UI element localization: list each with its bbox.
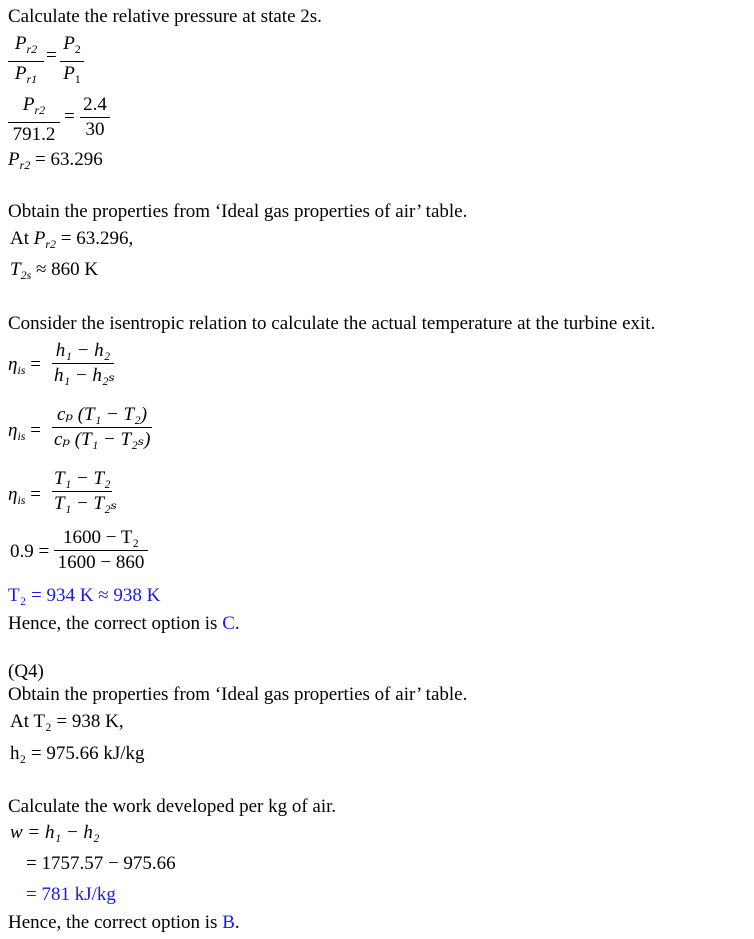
eta-is-lhs: $\eta_{is}$ = — [8, 484, 41, 507]
work-equation: w = h₁ − h₂ — [10, 822, 100, 843]
eta-is-lhs: $\eta_{is}$ = — [8, 420, 41, 443]
eta-is-lhs: $\eta_{is}$ = — [8, 354, 41, 377]
at-pr2-line: At $P_{r2} = 63.296$, — [10, 228, 134, 251]
intro-ideal-gas-table-q4: Obtain the properties from ‘Ideal gas properties of air’ table. — [8, 684, 468, 705]
fraction-pr2-over-pr1: $P_{r2}$ $P_{r1}$ — [8, 33, 44, 90]
fraction-p2-over-p1: $P_2$ $P_1$ — [60, 33, 84, 90]
fraction-temperature-ratio: T₁ − T₂ T₁ − T₂ₛ — [54, 468, 118, 514]
result-t2: T₂ = 934 K ≈ 938 K — [8, 585, 161, 606]
fraction-enthalpy-ratio: h₁ − h₂ h₁ − h₂ₛ — [54, 340, 115, 386]
answer-line-c: Hence, the correct option is C. — [8, 613, 240, 634]
fraction-pr2-over-791: $P_{r2}$ 791.2 — [8, 94, 60, 146]
work-result: = 781 kJ/kg — [26, 884, 116, 905]
equals-sign: = — [46, 45, 57, 66]
work-substitution: = 1757.57 − 975.66 — [26, 853, 176, 874]
result-pr2: $P_{r2} = 63.296$ — [8, 149, 103, 172]
efficiency-value: 0.9 = — [10, 541, 50, 562]
fraction-cp-temperature-ratio: cₚ (T₁ − T₂) cₚ (T₁ − T₂ₛ) — [54, 404, 151, 450]
intro-work-developed: Calculate the work developed per kg of air. — [8, 796, 337, 817]
intro-isentropic-relation: Consider the isentropic relation to calculate the actual temperature at the turbine exit. — [8, 313, 656, 334]
answer-line-b: Hence, the correct option is B. — [8, 912, 240, 933]
h2-line: h₂ = 975.66 kJ/kg — [10, 743, 145, 764]
intro-ideal-gas-table: Obtain the properties from ‘Ideal gas properties of air’ table. — [8, 201, 468, 222]
answer-option-c: C — [222, 613, 235, 634]
fraction-numeric-temperatures: 1600 − T₂ 1600 − 860 — [54, 527, 148, 574]
equals-sign: = — [64, 106, 75, 127]
intro-relative-pressure: Calculate the relative pressure at state 2s. — [8, 6, 322, 27]
at-t2-line: At T₂ = 938 K, — [10, 711, 124, 732]
answer-option-b: B — [222, 912, 235, 933]
fraction-2-4-over-30: 2.4 30 — [80, 94, 110, 141]
question-label-q4: (Q4) — [8, 661, 44, 682]
t2s-line: $T_{2s} \approx 860$ K — [10, 259, 99, 282]
